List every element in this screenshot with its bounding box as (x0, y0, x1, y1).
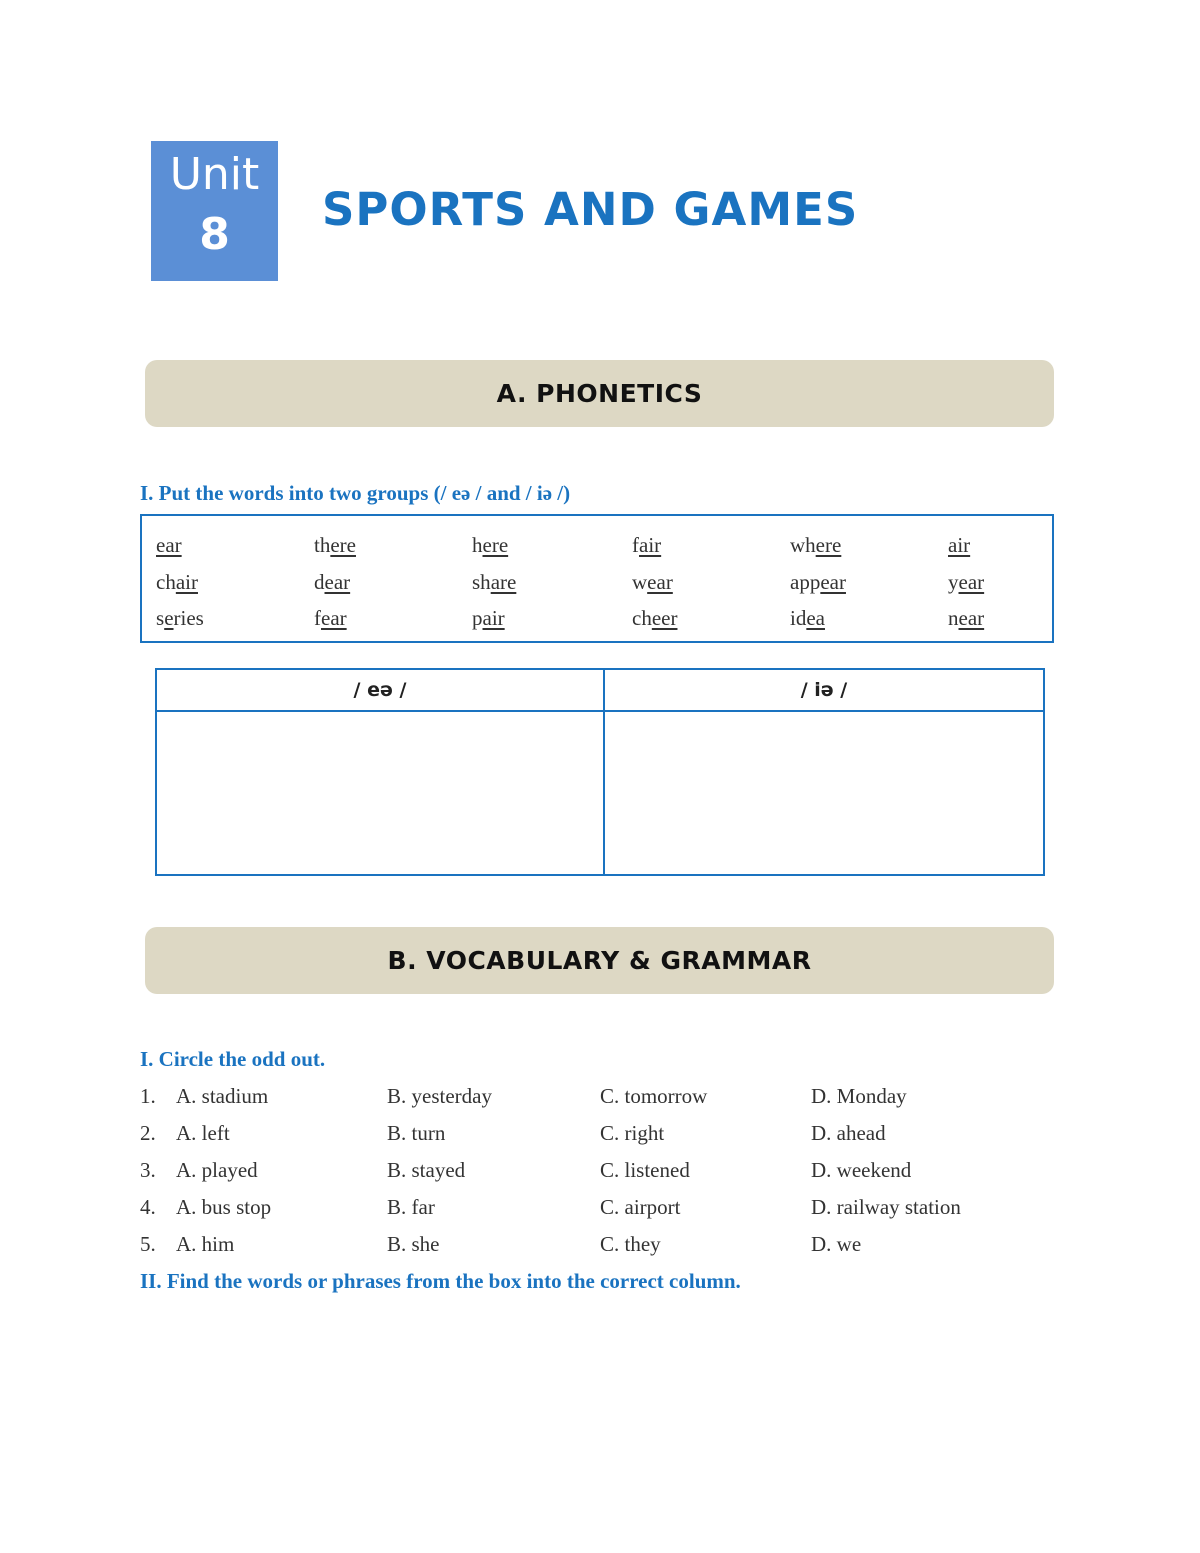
answer-option-a[interactable]: A. left (176, 1121, 230, 1145)
unit-badge (151, 141, 278, 281)
answer-option-c[interactable]: C. airport (600, 1195, 681, 1219)
section-a-heading: A. PHONETICS (145, 360, 1054, 427)
column-instruction: II. Find the words or phrases from the box into the correct column. (140, 1269, 741, 1293)
phonetics-word: idea (790, 606, 825, 630)
answer-option-a[interactable]: A. him (176, 1232, 235, 1256)
question-number: 5. (140, 1232, 156, 1256)
answer-option-d[interactable]: D. weekend (811, 1158, 912, 1182)
phonetics-word: cheer (632, 606, 678, 630)
page-title: SPORTS AND GAMES (322, 183, 859, 236)
phonetics-word: fear (314, 606, 347, 630)
word-box (140, 514, 1054, 643)
answer-option-c[interactable]: C. listened (600, 1158, 690, 1182)
answer-option-c[interactable]: C. tomorrow (600, 1084, 708, 1108)
phonetics-word: there (314, 533, 356, 557)
phonetics-word: dear (314, 570, 351, 594)
phonetics-word: wear (632, 570, 673, 594)
phonetics-word: fair (632, 533, 662, 557)
answer-option-b[interactable]: B. she (387, 1232, 440, 1256)
phonetics-word: share (472, 570, 517, 594)
sort-table (155, 668, 1045, 876)
answer-option-a[interactable]: A. bus stop (176, 1195, 272, 1219)
phonetics-word: where (790, 533, 842, 557)
phonetics-word: here (472, 533, 509, 557)
question-number: 2. (140, 1121, 156, 1145)
answer-option-d[interactable]: D. Monday (811, 1084, 907, 1108)
question-number: 3. (140, 1158, 156, 1182)
answer-option-d[interactable]: D. ahead (811, 1121, 886, 1145)
unit-label: Unit (169, 149, 260, 200)
answer-option-c[interactable]: C. they (600, 1232, 661, 1256)
section-b-heading: B. VOCABULARY & GRAMMAR (145, 927, 1054, 994)
answer-option-b[interactable]: B. stayed (387, 1158, 466, 1182)
phonetics-word: series (156, 606, 204, 630)
odd-out-instruction: I. Circle the odd out. (140, 1047, 326, 1071)
column-header-ea: / eə / (353, 679, 407, 701)
question-number: 1. (140, 1084, 156, 1108)
answer-option-c[interactable]: C. right (600, 1121, 665, 1145)
unit-number: 8 (199, 209, 230, 260)
phonetics-word: pair (472, 606, 505, 630)
phonetics-instruction: I. Put the words into two groups (/ eə / and / iə /) (140, 481, 571, 505)
phonetics-word: appear (790, 570, 846, 594)
answer-option-a[interactable]: A. stadium (176, 1084, 269, 1108)
answer-option-b[interactable]: B. yesterday (387, 1084, 492, 1108)
answer-cell-ea[interactable] (157, 712, 603, 874)
answer-option-a[interactable]: A. played (176, 1158, 258, 1182)
answer-option-d[interactable]: D. railway station (811, 1195, 961, 1219)
phonetics-word: near (948, 606, 985, 630)
phonetics-word: air (948, 533, 971, 557)
answer-option-b[interactable]: B. turn (387, 1121, 446, 1145)
answer-option-b[interactable]: B. far (387, 1195, 435, 1219)
phonetics-word: year (948, 570, 985, 594)
answer-cell-ia[interactable] (605, 712, 1043, 874)
answer-option-d[interactable]: D. we (811, 1232, 862, 1256)
question-number: 4. (140, 1195, 156, 1219)
phonetics-word: ear (156, 533, 182, 557)
phonetics-word: chair (156, 570, 198, 594)
column-header-ia: / iə / (800, 679, 848, 701)
